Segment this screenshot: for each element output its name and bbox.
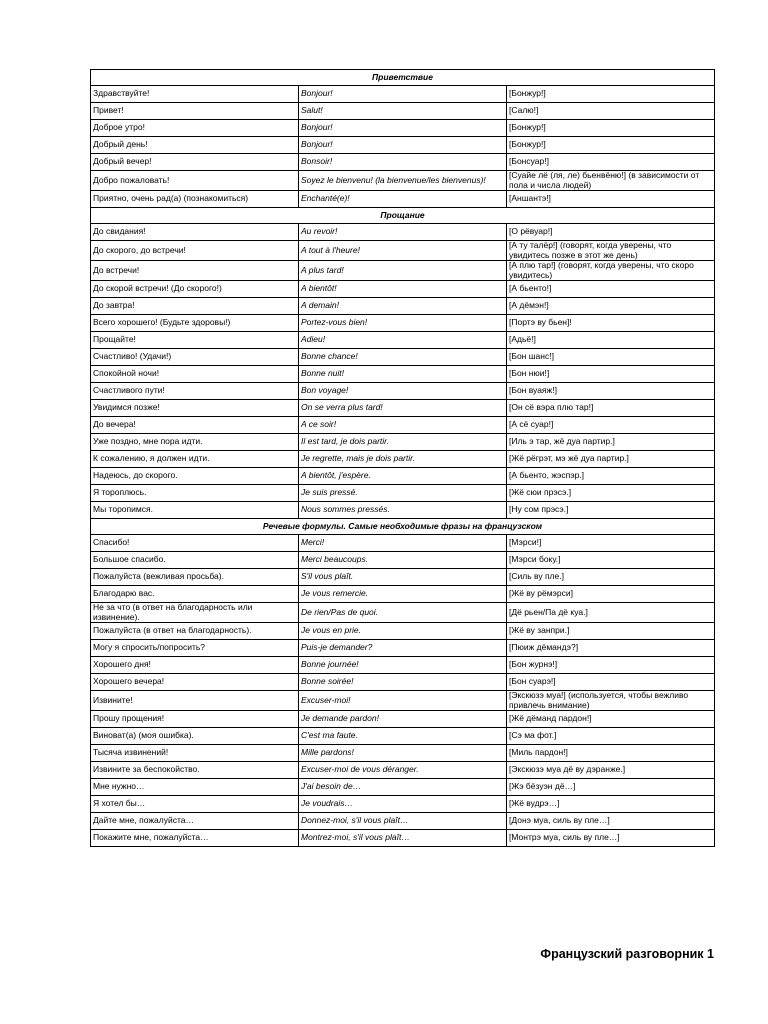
phrase-row [91, 400, 715, 417]
transcription: [Жё ву занпри.] [507, 623, 715, 640]
russian-phrase: До завтра! [91, 298, 299, 315]
french-phrase: S'il vous plaît. [299, 569, 507, 586]
transcription: [Монтрэ муа, силь ву пле…] [507, 830, 715, 847]
phrase-row [91, 623, 715, 640]
phrase-row [91, 813, 715, 830]
transcription: [Сэ ма фот.] [507, 728, 715, 745]
french-phrase: Bonjour! [299, 137, 507, 154]
french-phrase: Portez-vous bien! [299, 315, 507, 332]
french-phrase: Excuser-moi! [299, 691, 507, 711]
french-phrase: A tout à l'heure! [299, 241, 507, 261]
transcription: [Жё ву рёмэрси] [507, 586, 715, 603]
transcription: [Жё рёгрэт, мэ жё дуа партир.] [507, 451, 715, 468]
transcription: [Адьё!] [507, 332, 715, 349]
phrase-row [91, 154, 715, 171]
french-phrase: Je regrette, mais je dois partir. [299, 451, 507, 468]
phrase-row [91, 745, 715, 762]
section-header-row [91, 208, 715, 224]
transcription: [Суайе лё (ля, ле) бьенвёню!] (в зависимости от пола и числа людей) [507, 171, 715, 191]
french-phrase: Enchanté(e)! [299, 191, 507, 208]
french-phrase: Bonne nuit! [299, 366, 507, 383]
russian-phrase: К сожалению, я должен идти. [91, 451, 299, 468]
transcription: [А плю тар!] (говорят, когда уверены, что скоро увидитесь) [507, 261, 715, 281]
french-phrase: On se verra plus tard! [299, 400, 507, 417]
phrase-row [91, 261, 715, 281]
french-phrase: Bonne soirée! [299, 674, 507, 691]
russian-phrase: Извините за беспокойство. [91, 762, 299, 779]
transcription: [А сё суар!] [507, 417, 715, 434]
phrase-row [91, 171, 715, 191]
russian-phrase: Дайте мне, пожалуйста… [91, 813, 299, 830]
french-phrase: Au revoir! [299, 224, 507, 241]
phrase-row [91, 762, 715, 779]
french-phrase: A bientôt, j'espère. [299, 468, 507, 485]
phrase-row [91, 434, 715, 451]
french-phrase: Je suis pressé. [299, 485, 507, 502]
phrase-row [91, 586, 715, 603]
transcription: [Бон нюи!] [507, 366, 715, 383]
section-header-row [91, 70, 715, 86]
transcription: [Жё дёманд пардон!] [507, 711, 715, 728]
phrase-row [91, 224, 715, 241]
transcription: [Бонсуар!] [507, 154, 715, 171]
russian-phrase: Благодарю вас. [91, 586, 299, 603]
french-phrase: Soyez le bienvenu! (la bienvenue/les bienvenus)! [299, 171, 507, 191]
transcription: [Аншантэ!] [507, 191, 715, 208]
transcription: [Донэ муа, силь ву пле…] [507, 813, 715, 830]
russian-phrase: Добрый вечер! [91, 154, 299, 171]
phrase-row [91, 298, 715, 315]
phrase-row [91, 103, 715, 120]
french-phrase: Merci beaucoups. [299, 552, 507, 569]
russian-phrase: Надеюсь, до скорого. [91, 468, 299, 485]
transcription: [Портэ ву бьен]! [507, 315, 715, 332]
phrase-row [91, 691, 715, 711]
transcription: [Жэ бёзуэн дё…] [507, 779, 715, 796]
transcription: [Пюиж дёмандэ?] [507, 640, 715, 657]
french-phrase: Bonsoir! [299, 154, 507, 171]
russian-phrase: До встречи! [91, 261, 299, 281]
transcription: [А дёмэн!] [507, 298, 715, 315]
transcription: [Миль пардон!] [507, 745, 715, 762]
french-phrase: Bon voyage! [299, 383, 507, 400]
transcription: [Бон вуаяж!] [507, 383, 715, 400]
russian-phrase: До вечера! [91, 417, 299, 434]
russian-phrase: Тысяча извинений! [91, 745, 299, 762]
russian-phrase: Приятно, очень рад(а) (познакомиться) [91, 191, 299, 208]
phrase-row [91, 315, 715, 332]
russian-phrase: До свидания! [91, 224, 299, 241]
russian-phrase: Пожалуйста (вежливая просьба). [91, 569, 299, 586]
french-phrase: Montrez-moi, s'il vous plaît… [299, 830, 507, 847]
french-phrase: J'ai besoin de… [299, 779, 507, 796]
transcription: [Жё сюи прэсэ.] [507, 485, 715, 502]
french-phrase: Je voudrais… [299, 796, 507, 813]
phrase-row [91, 485, 715, 502]
russian-phrase: До скорой встречи! (До скорого!) [91, 281, 299, 298]
russian-phrase: Счастливо! (Удачи!) [91, 349, 299, 366]
russian-phrase: Хорошего вечера! [91, 674, 299, 691]
phrase-row [91, 640, 715, 657]
phrase-row [91, 569, 715, 586]
transcription: [Бон журнэ!] [507, 657, 715, 674]
french-phrase: A demain! [299, 298, 507, 315]
transcription: [Бонжур!] [507, 120, 715, 137]
french-phrase: C'est ma faute. [299, 728, 507, 745]
phrase-row [91, 603, 715, 623]
transcription: [О рёвуар!] [507, 224, 715, 241]
transcription: [Мэрси боку.] [507, 552, 715, 569]
russian-phrase: Всего хорошего! (Будьте здоровы!) [91, 315, 299, 332]
phrase-row [91, 728, 715, 745]
phrase-row [91, 417, 715, 434]
transcription: [Иль э тар, жё дуа партир.] [507, 434, 715, 451]
phrase-row [91, 120, 715, 137]
french-phrase: Adieu! [299, 332, 507, 349]
phrase-row [91, 674, 715, 691]
phrase-row [91, 137, 715, 154]
french-phrase: Bonjour! [299, 86, 507, 103]
french-phrase: Merci! [299, 535, 507, 552]
french-phrase: A bientôt! [299, 281, 507, 298]
transcription: [Жё вудрэ…] [507, 796, 715, 813]
phrase-row [91, 779, 715, 796]
page-footer: Французский разговорник 1 [540, 947, 714, 961]
french-phrase: Salut! [299, 103, 507, 120]
russian-phrase: Извините! [91, 691, 299, 711]
transcription: [А ту талёр!] (говорят, когда уверены, что увидитесь позже в этот же день) [507, 241, 715, 261]
phrase-row [91, 349, 715, 366]
russian-phrase: Уже поздно, мне пора идти. [91, 434, 299, 451]
phrase-row [91, 657, 715, 674]
transcription: [Он сё вэра плю тар!] [507, 400, 715, 417]
transcription: [Салю!] [507, 103, 715, 120]
russian-phrase: Увидимся позже! [91, 400, 299, 417]
russian-phrase: Добро пожаловать! [91, 171, 299, 191]
transcription: [Силь ву пле.] [507, 569, 715, 586]
transcription: [Бонжур!] [507, 86, 715, 103]
french-phrase: Puis-je demander? [299, 640, 507, 657]
russian-phrase: Прошу прощения! [91, 711, 299, 728]
french-phrase: Bonne journée! [299, 657, 507, 674]
transcription: [А бьенто, жэспэр.] [507, 468, 715, 485]
phrase-row [91, 830, 715, 847]
transcription: [А бьенто!] [507, 281, 715, 298]
phrase-row [91, 468, 715, 485]
section-title: Речевые формулы. Самые необходимые фразы на французском [91, 519, 715, 535]
phrase-row [91, 552, 715, 569]
russian-phrase: Мы торопимся. [91, 502, 299, 519]
transcription: [Ну сом прэсэ.] [507, 502, 715, 519]
phrase-row [91, 451, 715, 468]
russian-phrase: Доброе утро! [91, 120, 299, 137]
transcription: [Мэрси!] [507, 535, 715, 552]
section-title: Прощание [91, 208, 715, 224]
russian-phrase: Счастливого пути! [91, 383, 299, 400]
section-title: Приветствие [91, 70, 715, 86]
russian-phrase: Виноват(а) (моя ошибка). [91, 728, 299, 745]
russian-phrase: Здравствуйте! [91, 86, 299, 103]
french-phrase: Il est tard, je dois partir. [299, 434, 507, 451]
french-phrase: De rien/Pas de quoi. [299, 603, 507, 623]
phrasebook-body [91, 70, 715, 847]
french-phrase: Bonjour! [299, 120, 507, 137]
phrase-row [91, 711, 715, 728]
phrase-row [91, 86, 715, 103]
transcription: [Бонжур!] [507, 137, 715, 154]
french-phrase: Bonne chance! [299, 349, 507, 366]
russian-phrase: Спокойной ночи! [91, 366, 299, 383]
french-phrase: Nous sommes pressés. [299, 502, 507, 519]
french-phrase: A ce soir! [299, 417, 507, 434]
phrase-row [91, 383, 715, 400]
phrase-row [91, 281, 715, 298]
russian-phrase: Могу я спросить/попросить? [91, 640, 299, 657]
transcription: [Экскюзэ муа дё ву дэранже.] [507, 762, 715, 779]
russian-phrase: Большое спасибо. [91, 552, 299, 569]
french-phrase: Je vous en prie. [299, 623, 507, 640]
transcription: [Дё рьен/Па дё куа.] [507, 603, 715, 623]
transcription: [Экскюзэ муа!] (используется, чтобы вежливо привлечь внимание) [507, 691, 715, 711]
transcription: [Бон шанс!] [507, 349, 715, 366]
russian-phrase: Мне нужно… [91, 779, 299, 796]
russian-phrase: Привет! [91, 103, 299, 120]
transcription: [Бон суарэ!] [507, 674, 715, 691]
phrase-row [91, 502, 715, 519]
phrase-row [91, 241, 715, 261]
phrase-row [91, 535, 715, 552]
phrasebook-table [90, 69, 715, 847]
french-phrase: Mille pardons! [299, 745, 507, 762]
phrase-row [91, 191, 715, 208]
french-phrase: Je vous remercie. [299, 586, 507, 603]
russian-phrase: Пожалуйста (в ответ на благодарность). [91, 623, 299, 640]
russian-phrase: Не за что (в ответ на благодарность или извинение). [91, 603, 299, 623]
russian-phrase: Покажите мне, пожалуйста… [91, 830, 299, 847]
russian-phrase: Добрый день! [91, 137, 299, 154]
phrase-row [91, 332, 715, 349]
russian-phrase: Хорошего дня! [91, 657, 299, 674]
russian-phrase: Я тороплюсь. [91, 485, 299, 502]
french-phrase: Je demande pardon! [299, 711, 507, 728]
french-phrase: Excuser-moi de vous déranger. [299, 762, 507, 779]
russian-phrase: Спасибо! [91, 535, 299, 552]
phrase-row [91, 796, 715, 813]
french-phrase: Donnez-moi, s'il vous plaît… [299, 813, 507, 830]
phrase-row [91, 366, 715, 383]
russian-phrase: Я хотел бы… [91, 796, 299, 813]
russian-phrase: До скорого, до встречи! [91, 241, 299, 261]
french-phrase: A plus tard! [299, 261, 507, 281]
section-header-row [91, 519, 715, 535]
russian-phrase: Прощайте! [91, 332, 299, 349]
